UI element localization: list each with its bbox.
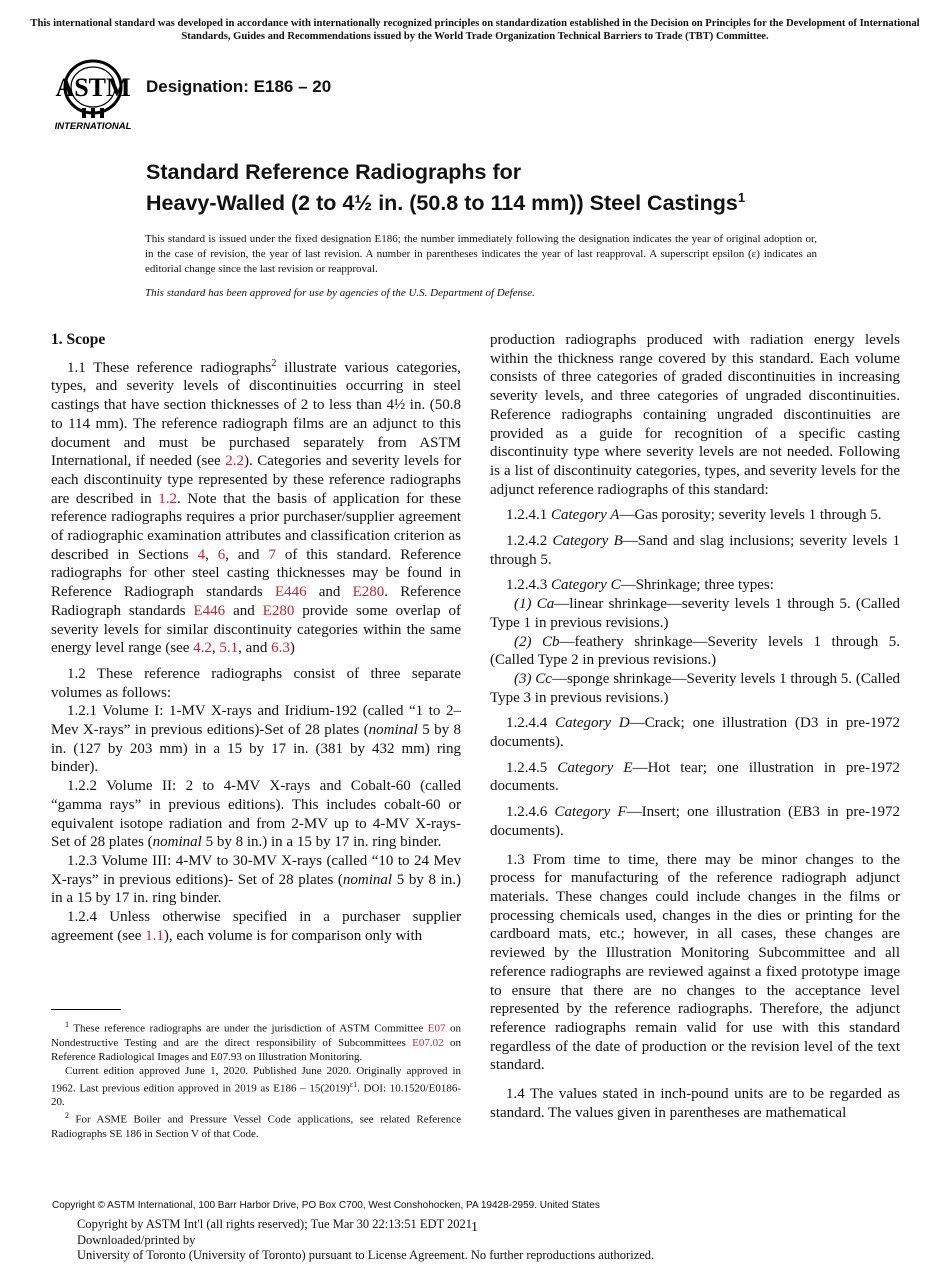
dod-approval-note: This standard has been approved for use by agencies of the U.S. Department of Defense. [145, 287, 535, 299]
link-e07[interactable]: E07 [427, 1022, 446, 1035]
link-e280-2[interactable]: E280 [262, 602, 295, 619]
designation: Designation: E186 – 20 [146, 77, 332, 96]
paragraph-1-4: 1.4 The values stated in inch-pound units are to be regarded as standard. The values given in parentheses are mathematical [490, 1086, 900, 1121]
paragraph-1-2-4-3: 1.2.4.3 Category C—Shrinkage; three types: [506, 577, 774, 594]
document-title [146, 160, 846, 216]
footnote-divider [51, 1009, 121, 1010]
footnote-1: $^1$ These reference radiographs are under the jurisdiction of ASTM Committee E07 on Nondestructive Testing and are the direct responsibility of Subcommittees E07.02 on Reference Radiological Images and E07.93 on Illustration Monitoring. [51, 1020, 462, 1063]
paragraph-1-2-2: 1.2.2 Volume II: 2 to 4-MV X-rays and Cobalt-60 (called “gamma rays” in previous editions). This includes cobalt-60 or equivalent isotope radiation and from 2-MV up to 4-MV X-rays- Set of 28 plates (nominal 5 by 8 in.) in a 15 by 17 in. ring binder. [51, 778, 461, 851]
link-4-2[interactable]: 4.2 [193, 640, 212, 657]
wto-notice: This international standard was developed in accordance with internationally recognized principles on standardization established in the Decision on Principles for the Development of International Standards, Guides and Recommendations issued by the World Trade Organization Technical Barriers to Trade (TBT) Committee. [30, 18, 920, 42]
svg-text:INTERNATIONAL: INTERNATIONAL [54, 121, 132, 132]
left-column [51, 331, 461, 946]
link-e280[interactable]: E280 [352, 584, 385, 601]
paragraph-1-2-4: 1.2.4 Unless otherwise specified in a purchaser supplier agreement (see 1.1), each volume is for comparison only with [51, 909, 461, 944]
footnote-2: $^2$ For ASME Boiler and Pressure Vessel Code applications, see related Reference Radiographs SE 186 in Section V of that Code. [51, 1111, 461, 1140]
paragraph-1-2-3: 1.2.3 Volume III: 4-MV to 30-MV X-rays (called “10 to 24 Mev X-rays” in previous editions)- Set of 28 plates (nominal 5 by 8 in.) in a 15 by 17 in. ring binder. [51, 852, 461, 907]
copyright-line: Copyright © ASTM International, 100 Barr Harbor Drive, PO Box C700, West Conshohocken, PA 19428-2959. United States [52, 1200, 600, 1211]
section-heading-scope: 1. Scope [51, 331, 106, 348]
type-cc: (3) Cc—sponge shrinkage—Severity levels 1 through 5. (Called Type 3 in previous revisions.) [490, 670, 900, 706]
title-footnote-ref[interactable]: 1 [737, 190, 746, 205]
link-1-1[interactable]: 1.1 [145, 927, 164, 944]
paragraph-1-2: 1.2 These reference radiographs consist of three separate volumes as follows: [51, 665, 461, 701]
type-cb: (2) Cb—feathery shrinkage—Severity levels 1 through 5. (Called Type 2 in previous revisions.) [490, 633, 900, 669]
link-section-4[interactable]: 4 [197, 546, 206, 563]
footnotes [51, 1018, 461, 1141]
paragraph-1-2-4-4: 1.2.4.4 Category D—Crack; one illustration (D3 in pre-1972 documents). [490, 715, 900, 751]
paragraph-1-2-4-5: 1.2.4.5 Category E—Hot tear; one illustration in pre-1972 documents. [490, 759, 900, 795]
astm-logo [52, 58, 136, 132]
footnote-1-edition: Current edition approved June 1, 2020. Published June 2020. Originally approved in 1962. Last previous edition approved in 2019 as $E186 - 15(2019)^{\varepsilon 1}$. DOI: 10.1520/E0186-20. [51, 1064, 461, 1109]
link-section-7[interactable]: 7 [268, 546, 276, 563]
paragraph-1-2-4-2: 1.2.4.2 Category B—Sand and slag inclusions; severity levels 1 through 5. [490, 533, 900, 568]
link-5-1[interactable]: 5.1 [219, 640, 239, 657]
issuance-note: This standard is issued under the fixed designation E186; the number immediately following the designation indicates the year of original adoption or, in the case of revision, the year of last revision. A number in parentheses indicates the year of last reapproval. A superscript epsilon (ε) indicates an editorial change since the last revision or reapproval. [145, 233, 817, 275]
paragraph-1-2-4-6: 1.2.4.6 Category F—Insert; one illustration (EB3 in pre-1972 documents). [490, 804, 901, 839]
link-1-2[interactable]: 1.2 [158, 490, 178, 507]
link-e07-02[interactable]: E07.02 [412, 1036, 444, 1049]
paragraph-1-2-4-continued: production radiographs produced with radiation energy levels within the thickness range covered by this standard. Each volume consists of three categories of graded discontinuities in increasing severity levels, and three categories of ungraded discontinuities. Reference radiographs containing ungraded discontinuities are provided as a guide for recognition of a specific casting discontinuity type where severity levels are not needed. Following is a list of discontinuity categories, types, and severity levels for the adjunct reference radiographs of this standard: [490, 332, 900, 498]
type-ca: (1) Ca—linear shrinkage—severity levels 1 through 5. (Called Type 1 in previous revisions.) [490, 596, 900, 631]
svg-text:ASTM: ASTM [55, 73, 131, 102]
page-number: 1 [471, 1220, 478, 1235]
paragraph-1-3: 1.3 From time to time, there may be minor changes to the process for manufacturing of the reference radiograph adjunct materials. These changes could include changes in the films or processing chemicals used, changes in the dies or printing for the cardboard mats, etc.; however, in all cases, these changes are reviewed by the Illustration Monitoring Subcommittee and all reference radiographs are reviewed against a fixed prototype image to ensure that there are no changes to the acceptance level represented by the reference radiographs. Therefore, the adjunct reference radiographs remain valid for use with this standard regardless of the date of production or the revision level of the text standard. [490, 851, 900, 1074]
download-notice: Copyright by ASTM Int'l (all rights reserved); Tue Mar 30 22:13:51 EDT 2021 Downloaded/printed by University of Toronto (University of Toronto) pursuant to License Agreement. No further reproductions authorized. [77, 1217, 655, 1262]
paragraph-1-1: 1.1 These reference radiographs$^2$ illustrate various categories, types, and severity levels of discontinuities occurring in steel castings that have section thicknesses of 2 to less than 4½ in. (50.8 to 114 mm). The reference radiograph films are an adjunct to this document and must be purchased separately from ASTM International, if needed (see 2.2). Categories and severity levels for each discontinuity type represented by these reference radiographs are described in 1.2. Note that the basis of application for these reference radiographs requires a prior purchaser/supplier agreement of radiographic examination attributes and classification criterion as described in Sections 4, 6, and 7 of this standard. Reference radiographs for other steel casting thicknesses may be found in Reference Radiograph standards E446 and E280. Reference Radiograph standards E446 and E280 provide some overlap of severity levels for similar discontinuity categories within the same energy level range (see 4.2, 5.1, and 6.3) [51, 357, 461, 657]
paragraph-1-2-1: 1.2.1 Volume I: 1-MV X-rays and Iridium-192 (called “1 to 2–Mev X-rays” in previous editions)-Set of 28 plates (nominal 5 by 8 in. (127 by 203 mm) in a 15 by 17 in. (381 by 432 mm) ring binder). [51, 703, 461, 776]
title-line-1: Standard Reference Radiographs for [146, 160, 522, 184]
link-e446-2[interactable]: E446 [193, 602, 226, 619]
link-6-3[interactable]: 6.3 [271, 640, 290, 657]
right-column [490, 331, 900, 1122]
link-section-6[interactable]: 6 [217, 546, 226, 563]
link-2-2[interactable]: 2.2 [225, 453, 244, 470]
title-line-2: Heavy-Walled (2 to 4½ in. (50.8 to 114 mm)) Steel Castings [146, 191, 738, 216]
paragraph-1-2-4-1: 1.2.4.1 Category A—Gas porosity; severity levels 1 through 5. [506, 507, 882, 524]
link-e446[interactable]: E446 [274, 584, 307, 601]
footnote-ref-2[interactable]: 2 [271, 357, 277, 369]
